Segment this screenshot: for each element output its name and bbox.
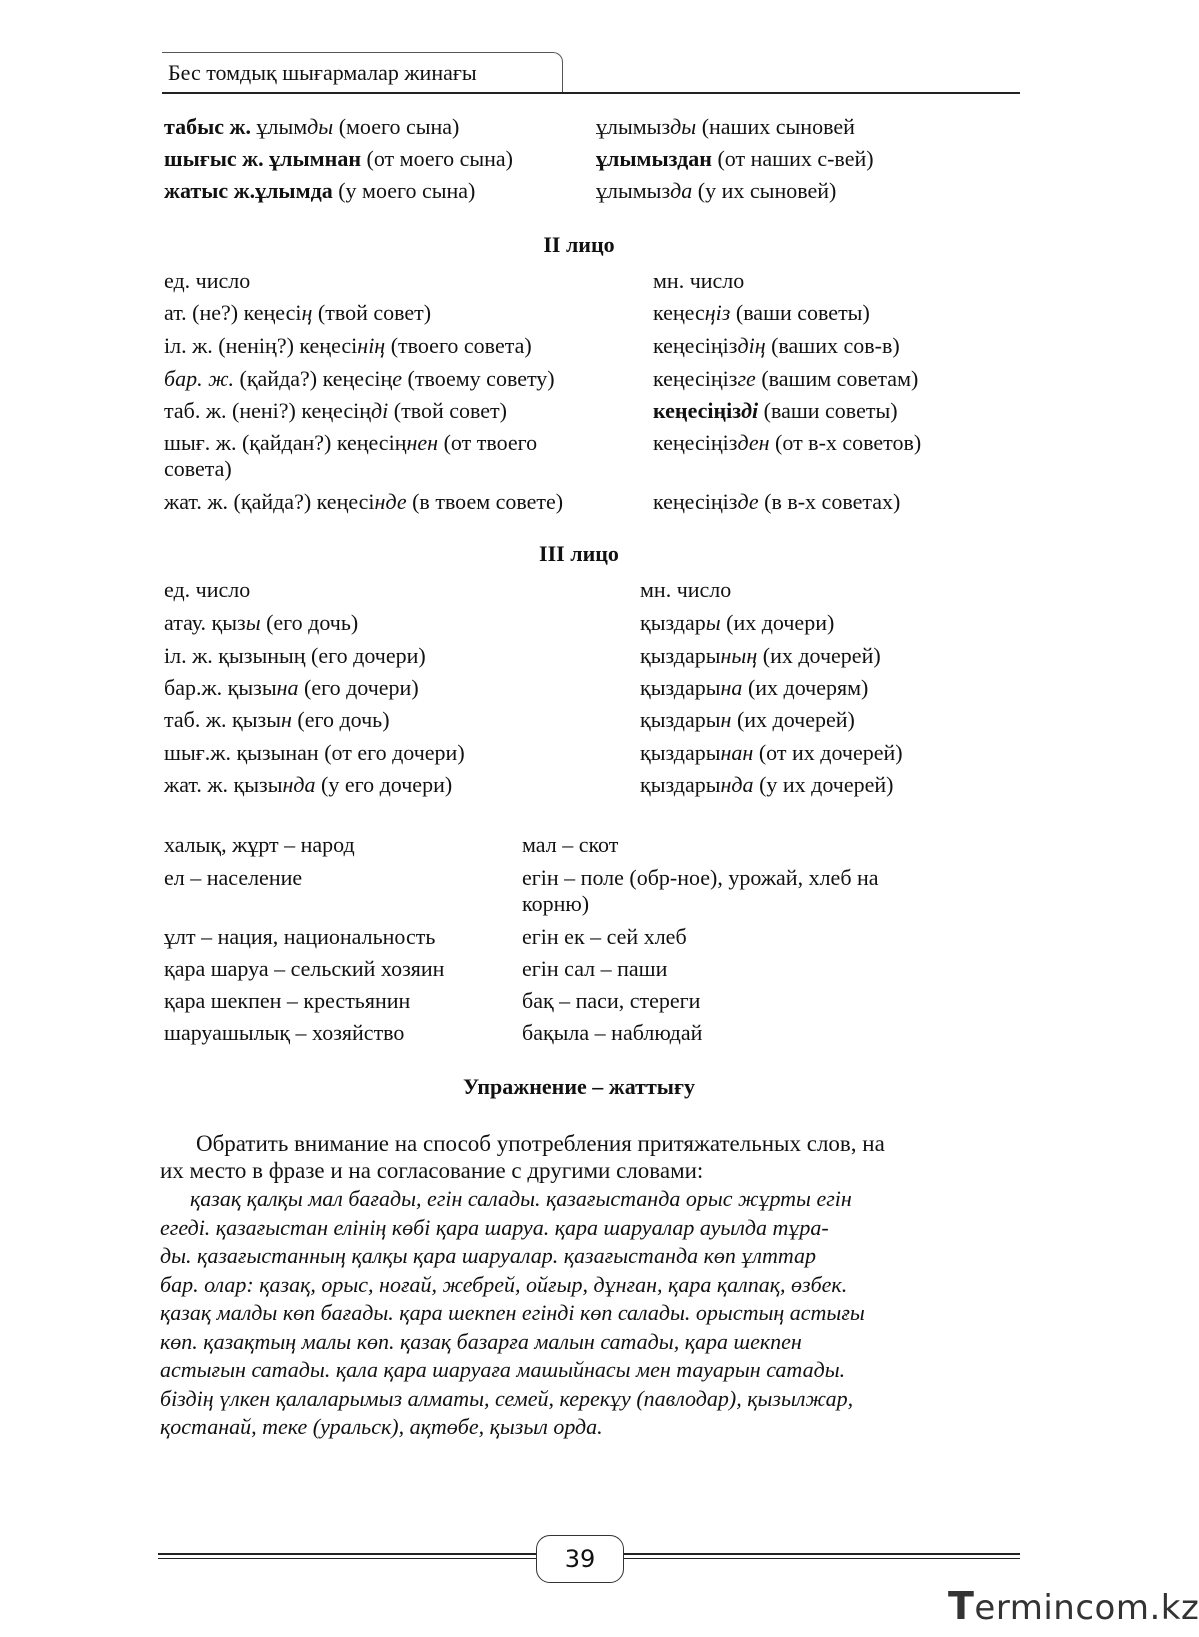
declension-right <box>640 740 903 766</box>
text-segment: (твоего совета) <box>385 333 532 358</box>
declension-right <box>640 675 868 701</box>
text-segment: (твоему совету) <box>402 366 555 391</box>
text-segment: н <box>720 707 732 732</box>
vocab-item-kazakh: ел – население <box>164 865 303 890</box>
text-segment: (ваших сов-в) <box>765 333 900 358</box>
text-segment: шығ. ж. (қайдан?) кеңесің <box>164 430 407 455</box>
vocab-item-translation: бақ – паси, стереги <box>522 988 701 1013</box>
text-segment: ге <box>737 366 756 391</box>
text-segment: ді <box>741 398 759 423</box>
text-segment: ден <box>737 430 770 455</box>
text-segment: ұлымыздан <box>596 146 712 171</box>
declension-left-cont: совета) <box>164 456 232 481</box>
vocab-item-translation: егін ек – сей хлеб <box>522 924 687 949</box>
text-segment: (от моего сына) <box>361 146 513 171</box>
text-segment: е <box>392 366 403 391</box>
text-segment: ұлым <box>256 114 308 139</box>
text-segment: кеңес <box>653 300 705 325</box>
vocab-item-translation: мал – скот <box>522 832 619 857</box>
text-segment: (от в-х советов) <box>769 430 922 455</box>
declension-right <box>653 333 900 359</box>
text-segment: қыздары <box>640 707 721 732</box>
declension-right <box>653 366 918 392</box>
text-segment: дің <box>737 333 766 358</box>
text-segment: (ваши советы) <box>758 398 898 423</box>
exercise-text-line: ды. қазағыстанның қалқы қара шаруалар. қазағыстанда көп ұлттар <box>160 1243 817 1268</box>
text-segment: (твой совет) <box>388 398 507 423</box>
text-segment: (их дочерей) <box>757 643 881 668</box>
text-segment: (в в-х советах) <box>758 489 901 514</box>
vocab-item-kazakh: қара шаруа – сельский хозяин <box>164 956 445 981</box>
page-number: 39 <box>536 1535 624 1583</box>
text-segment: ді <box>371 398 389 423</box>
vocab-item-kazakh: шаруашылық – хозяйство <box>164 1020 405 1045</box>
text-segment: (у его дочери) <box>315 772 453 797</box>
declension-left <box>164 300 431 326</box>
text-segment: таб. ж. (нені?) кеңесің <box>164 398 372 423</box>
text-segment: қыздары <box>640 643 721 668</box>
footer-rule-left <box>158 1553 536 1555</box>
text-segment: ы <box>245 610 261 635</box>
section-heading-third-person: III лицо <box>539 541 619 566</box>
vocab-item-kazakh: қара шекпен – крестьянин <box>164 988 411 1013</box>
text-segment: на <box>276 675 299 700</box>
declension-left <box>164 643 426 669</box>
text-segment: ның <box>720 643 758 668</box>
text-segment: нда <box>282 772 316 797</box>
declension-right <box>653 300 870 326</box>
footer-rule-right-thin <box>622 1558 1020 1559</box>
declension-right <box>653 398 898 424</box>
text-segment: кеңесіңіз <box>653 489 738 514</box>
vocab-item-translation: бақыла – наблюдай <box>522 1020 703 1045</box>
text-segment: нен <box>406 430 439 455</box>
text-segment: ұлымыз <box>596 114 671 139</box>
declension-right <box>640 643 881 669</box>
declension-left <box>164 740 465 766</box>
top-case-right <box>596 146 874 172</box>
text-segment: (их дочери) <box>720 610 835 635</box>
text-segment: (у их дочерей) <box>753 772 894 797</box>
text-segment: да <box>670 178 693 203</box>
exercise-text-line: қазақ қалқы мал бағады, егін салады. қазағыстанда орыс жұрты егін <box>190 1186 852 1211</box>
declension-left <box>164 772 452 798</box>
text-segment: кеңесіңіз <box>653 430 738 455</box>
exercise-heading: Упражнение – жаттығу <box>463 1074 695 1099</box>
text-segment: н <box>280 707 292 732</box>
text-segment: (у их сыновей) <box>692 178 837 203</box>
text-segment: (твой совет) <box>312 300 432 325</box>
text-segment: жат. ж. (қайда?) кеңесі <box>164 489 375 514</box>
top-case-left <box>164 146 513 172</box>
text-segment: (их дочерей) <box>731 707 855 732</box>
top-case-right <box>596 178 836 204</box>
vocab-item-kazakh: ұлт – нация, национальность <box>164 924 436 949</box>
declension-right <box>640 707 855 733</box>
text-segment: (моего сына) <box>333 114 460 139</box>
declension-left <box>164 333 532 359</box>
watermark-logo <box>948 1584 1199 1628</box>
text-segment: нда <box>720 772 754 797</box>
text-segment: кеңесіңіз <box>653 333 738 358</box>
text-segment: (их дочерям) <box>742 675 869 700</box>
plural-header: мн. число <box>653 268 745 293</box>
declension-left <box>164 675 419 701</box>
declension-right <box>653 430 921 456</box>
watermark-initial: T <box>948 1584 975 1628</box>
exercise-text-line: біздің үлкен қалаларымыз алматы, семей, керекұу (павлодар), қызылжар, <box>160 1385 854 1411</box>
text-segment: (в твоем совете) <box>406 489 564 514</box>
section-heading-second-person: II лицо <box>543 232 615 257</box>
text-segment: (у моего сына) <box>332 178 476 203</box>
plural-header: мн. число <box>640 577 732 602</box>
declension-right <box>653 489 900 515</box>
watermark-text: ermincom.kz <box>974 1588 1199 1628</box>
singular-header: ед. число <box>164 577 251 602</box>
text-segment: (его дочери) <box>298 675 419 700</box>
text-segment: на <box>720 675 743 700</box>
text-segment: қыздар <box>640 610 706 635</box>
top-case-left <box>164 114 459 140</box>
text-segment: нде <box>374 489 407 514</box>
vocab-item-kazakh: халық, жұрт – народ <box>164 832 355 857</box>
book-title: Бес томдық шығармалар жинағы <box>168 60 477 85</box>
declension-right <box>640 772 893 798</box>
text-segment: (вашим советам) <box>755 366 919 391</box>
text-segment: ұлымыз <box>596 178 671 203</box>
text-segment: нің <box>357 333 386 358</box>
text-segment: табыс ж. <box>164 114 257 139</box>
declension-left <box>164 366 555 392</box>
declension-left <box>164 707 390 733</box>
text-segment: кеңесіңіз <box>653 398 742 423</box>
text-segment: қыздары <box>640 740 721 765</box>
text-segment: (его дочь) <box>291 707 390 732</box>
text-segment: жатыс ж.ұлымда <box>164 178 333 203</box>
declension-right <box>640 610 834 636</box>
vocab-item-translation-cont: корню) <box>522 891 590 916</box>
text-segment: (его дочь) <box>260 610 359 635</box>
text-segment: жат. ж. қызы <box>164 772 283 797</box>
footer-rule-right <box>622 1553 1020 1555</box>
text-segment: де <box>737 489 759 514</box>
text-segment: шығ.ж. қызынан (от его дочери) <box>164 740 465 765</box>
top-case-right <box>596 114 855 140</box>
text-segment: ды <box>307 114 334 139</box>
footer-rule-left-thin <box>158 1558 536 1559</box>
declension-left <box>164 430 537 456</box>
exercise-intro: их место в фразе и на согласование с другими словами: <box>160 1158 704 1183</box>
text-segment: (ваши советы) <box>730 300 870 325</box>
text-segment: ды <box>670 114 697 139</box>
text-segment: бар.ж. қызы <box>164 675 277 700</box>
text-segment: кеңесіңіз <box>653 366 738 391</box>
text-segment: шығыс ж. ұлымнан <box>164 146 361 171</box>
declension-left <box>164 489 563 515</box>
text-segment: бар. ж. <box>164 366 235 391</box>
vocab-item-translation: егін сал – паши <box>522 956 668 981</box>
text-segment: (от их дочерей) <box>753 740 903 765</box>
text-segment: іл. ж. (ненің?) кеңесі <box>164 333 358 358</box>
exercise-text-line: астығын сатады. қала қара шаруаға машыйнасы мен тауарын сатады. <box>160 1357 846 1382</box>
text-segment: (наших сыновей <box>696 114 855 139</box>
exercise-intro: Обратить внимание на способ употребления притяжательных слов, на <box>196 1131 885 1156</box>
text-segment: (от наших с-вей) <box>711 146 874 171</box>
text-segment: таб. ж. қызы <box>164 707 281 732</box>
text-segment: нан <box>720 740 754 765</box>
top-case-left <box>164 178 475 204</box>
exercise-text-line: қазақ малды көп бағады. қара шекпен егінді көп салады. орыстың астығы <box>160 1300 865 1325</box>
text-segment: (қайда?) кеңесің <box>234 366 393 391</box>
text-segment: іл. ж. қызының (его дочери) <box>164 643 426 668</box>
text-segment: ңіз <box>704 300 731 325</box>
text-segment: атау. қыз <box>164 610 246 635</box>
vocab-item-translation: егін – поле (обр-ное), урожай, хлеб на <box>522 865 879 890</box>
singular-header: ед. число <box>164 268 251 293</box>
exercise-text-line: қостанай, теке (уральск), ақтөбе, қызыл орда. <box>160 1414 603 1439</box>
text-segment: ат. (не?) кеңесі <box>164 300 302 325</box>
text-segment: қыздары <box>640 675 721 700</box>
text-segment: (от твоего <box>438 430 538 455</box>
exercise-text-line: бар. олар: қазақ, орыс, ноғай, жебрей, ойғыр, дұнған, қара қалпақ, өзбек. <box>160 1271 848 1297</box>
exercise-text-line: егеді. қазағыстан елінің көбі қара шаруа. қара шаруалар ауылда тұра- <box>160 1214 829 1240</box>
text-segment: қыздары <box>640 772 721 797</box>
exercise-text-line: көп. қазақтың малы көп. қазақ базарға малын сатады, қара шекпен <box>160 1328 802 1354</box>
header-rule <box>162 92 1020 94</box>
text-segment: ң <box>301 300 313 325</box>
text-segment: ы <box>705 610 721 635</box>
declension-left <box>164 398 507 424</box>
declension-left <box>164 610 358 636</box>
